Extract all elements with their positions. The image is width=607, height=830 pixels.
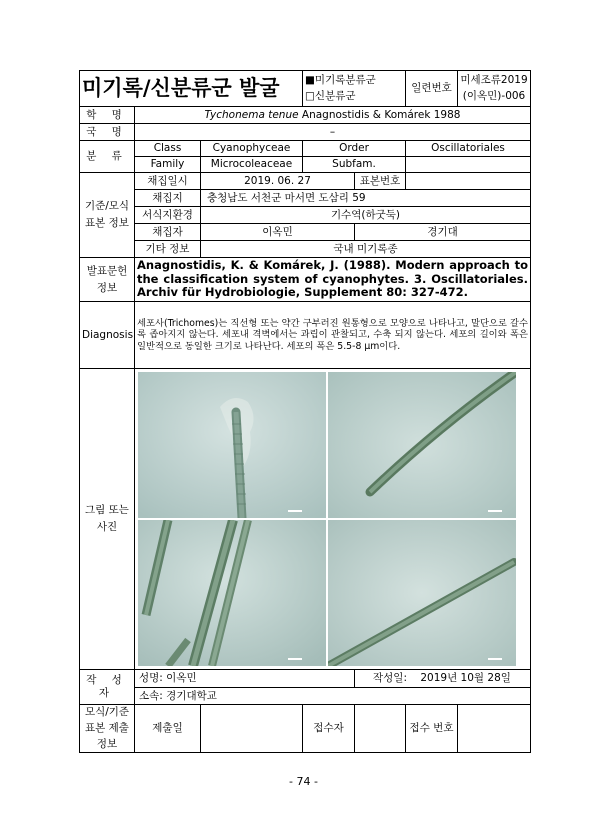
affiliation: 경기대학교 <box>166 689 217 702</box>
figures-row <box>80 369 531 670</box>
micrograph-2 <box>328 372 516 518</box>
header-row <box>80 71 531 107</box>
micrograph-1 <box>138 372 326 518</box>
type-info-row-4 <box>80 224 531 241</box>
collector-label: 채집자 <box>135 224 201 241</box>
institution: 경기대 <box>355 224 531 241</box>
receiver-label: 접수자 <box>303 705 355 753</box>
specimen-no <box>406 173 531 190</box>
serial-no-line-1: 미세조류2019 <box>460 74 528 87</box>
subfam-value <box>406 157 531 173</box>
micrograph-4-image <box>328 520 516 666</box>
class-value: Cyanophyceae <box>201 141 303 157</box>
type-info-row-1 <box>80 173 531 190</box>
reference-row <box>80 258 531 302</box>
serial-no-value <box>458 71 531 107</box>
micrograph-grid <box>138 372 527 666</box>
specimen-no-label: 표본번호 <box>355 173 406 190</box>
classification-label: 분 류 <box>80 141 135 173</box>
micrograph-3 <box>138 520 326 666</box>
diagnosis-label: Diagnosis <box>80 302 135 369</box>
habitat: 기수역(하굿둑) <box>201 207 531 224</box>
habitat-label: 서식지환경 <box>135 207 201 224</box>
type-info-row-2 <box>80 190 531 207</box>
family-label: Family <box>135 157 201 173</box>
figures-cell <box>135 369 531 670</box>
diagnosis-text: 세포사(Trichomes)는 직선형 또는 약간 구부러진 원통형으로 모양으로 나타나고, 말단으로 갈수록 좁아지지 않는다. 세포내 격벽에서는 과립이 관찰되고, 수축 되지 않는다. 세포의 길이와 폭은 일반적으로 동일한 크기로 나타난다. 세포의 폭은 5.5-8 μm이다. <box>135 302 531 369</box>
type-info-label: 기준/모식 표본 정보 <box>80 173 135 258</box>
collection-date: 2019. 06. 27 <box>201 173 355 190</box>
serial-no-label: 일련번호 <box>406 71 458 107</box>
receipt-no-value <box>458 705 531 753</box>
authority: Anagnostidis & Komárek 1988 <box>298 108 461 121</box>
submission-row <box>80 705 531 753</box>
collector: 이옥민 <box>201 224 355 241</box>
category-checkboxes <box>303 71 406 107</box>
order-label: Order <box>303 141 406 157</box>
locality: 충청남도 서천군 마서면 도삼리 59 <box>201 190 531 207</box>
author-name-label: 성명: <box>139 672 163 685</box>
micrograph-1-image <box>138 372 326 518</box>
diagnosis-row <box>80 302 531 369</box>
receiver-value <box>355 705 406 753</box>
scientific-name-value <box>135 107 531 124</box>
author-date: 2019년 10월 28일 <box>420 672 511 685</box>
subfam-label: Subfam. <box>303 157 406 173</box>
submit-date-label: 제출일 <box>135 705 201 753</box>
author-label: 작 성 자 <box>80 670 135 705</box>
author-row-2 <box>80 688 531 705</box>
classification-row-2 <box>80 157 531 173</box>
family-value: Microcoleaceae <box>201 157 303 173</box>
species-record-form <box>79 70 531 753</box>
korean-name-label: 국 명 <box>80 124 135 141</box>
serial-no-line-2: (이옥민)-006 <box>462 89 526 102</box>
type-info-row-5 <box>80 241 531 258</box>
other-info: 국내 미기록종 <box>201 241 531 258</box>
submit-date-value <box>201 705 303 753</box>
scientific-name-label: 학 명 <box>80 107 135 124</box>
form-title: 미기록/신분류군 발굴 <box>80 71 303 107</box>
checkbox-new-taxon: □신분류군 <box>305 89 356 102</box>
reference-text: Anagnostidis, K. & Komárek, J. (1988). Modern approach to the classification system of cyanophytes. 3. Oscillatoriales. Archiv für Hydrobiologie, Supplement 80: 327-472. <box>135 258 531 302</box>
locality-label: 채집지 <box>135 190 201 207</box>
checkbox-unrecorded: ■미기록분류군 <box>305 74 376 87</box>
micrograph-3-image <box>138 520 326 666</box>
author-name: 이옥민 <box>166 672 197 685</box>
class-label: Class <box>135 141 201 157</box>
author-row-1 <box>80 670 531 688</box>
order-value: Oscillatoriales <box>406 141 531 157</box>
scientific-name-row <box>80 107 531 124</box>
type-info-row-3 <box>80 207 531 224</box>
submission-label: 모식/기준 표본 제출정보 <box>80 705 135 753</box>
korean-name-value: – <box>135 124 531 141</box>
author-name-cell <box>135 670 355 688</box>
affiliation-label: 소속: <box>139 689 163 702</box>
collection-date-label: 채집일시 <box>135 173 201 190</box>
reference-label: 발표문헌 정보 <box>80 258 135 302</box>
genus-species: Tychonema tenue <box>204 108 299 121</box>
korean-name-row <box>80 124 531 141</box>
affiliation-cell <box>135 688 531 705</box>
author-date-label: 작성일: <box>373 672 407 685</box>
micrograph-2-image <box>328 372 516 518</box>
micrograph-4 <box>328 520 516 666</box>
receipt-no-label: 접수 번호 <box>406 705 458 753</box>
classification-row-1 <box>80 141 531 157</box>
page-number: - 74 - <box>289 775 318 788</box>
other-info-label: 기타 정보 <box>135 241 201 258</box>
figures-label: 그림 또는 사진 <box>80 369 135 670</box>
author-date-cell <box>355 670 531 688</box>
